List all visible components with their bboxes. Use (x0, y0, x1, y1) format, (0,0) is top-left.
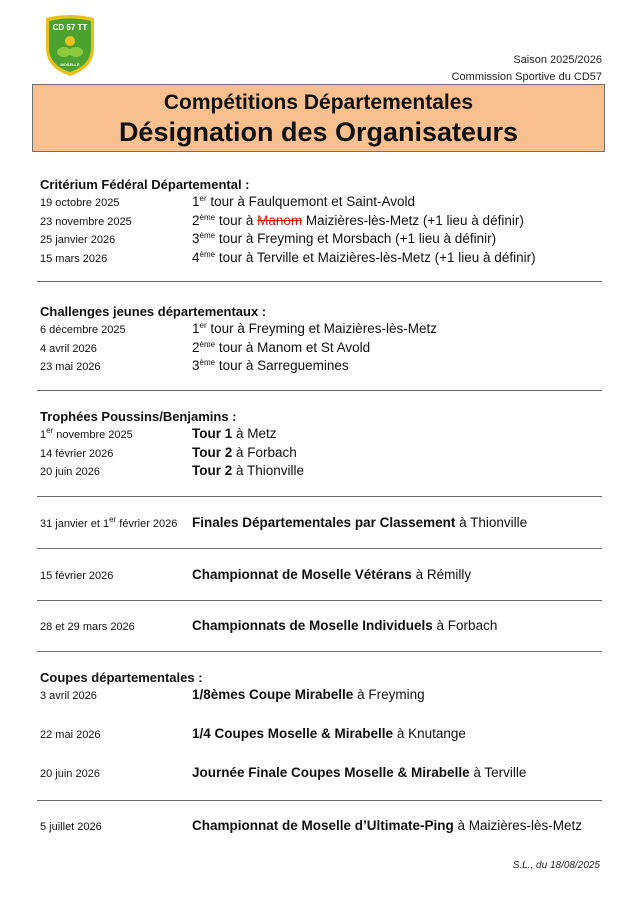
event-date: 4 avril 2026 (40, 342, 97, 355)
event-description: Tour 2 à Thionville (192, 463, 305, 478)
event-date: 31 janvier et 1er février 2026 (40, 515, 178, 530)
event-description: Championnats de Moselle Individuels à Forbach (192, 618, 498, 633)
event-description: Journée Finale Coupes Moselle & Mirabelle à Terville (192, 765, 527, 780)
event-ultimate (40, 818, 582, 833)
separator (37, 800, 602, 801)
title-box (32, 84, 605, 152)
event-date: 23 novembre 2025 (40, 215, 132, 228)
event-description: 4ème tour à Terville et Maizières-lès-Metz (+1 lieu à définir) (192, 249, 536, 265)
event-description: 2ème tour à Manom et St Avold (192, 339, 371, 355)
event-description: Championnat de Moselle d’Ultimate-Ping à Maizières-lès-Metz (192, 818, 583, 833)
event-date: 1er novembre 2025 (40, 426, 133, 441)
separator (37, 496, 602, 497)
event-date: 6 décembre 2025 (40, 324, 126, 336)
section-criterium (40, 176, 605, 268)
event-description: 3ème tour à Sarreguemines (192, 358, 349, 373)
event-date: 28 et 29 mars 2026 (40, 621, 135, 633)
event-description: 1/4 Coupes Moselle & Mirabelle à Knutange (192, 726, 466, 741)
section-trophees (40, 408, 605, 482)
season-label: Saison 2025/2026 (513, 54, 602, 66)
event-date: 20 juin 2026 (40, 768, 100, 780)
list-item (40, 445, 605, 464)
event-date: 23 mai 2026 (40, 361, 101, 373)
separator (37, 548, 602, 549)
event-description: 1/8èmes Coupe Mirabelle à Freyming (192, 687, 425, 702)
section-heading: Trophées Poussins/Benjamins : (40, 409, 237, 424)
event-date: 15 février 2026 (40, 570, 114, 582)
list-item (40, 426, 605, 445)
section-heading: Critérium Fédéral Départemental : (40, 177, 250, 192)
list-item (40, 194, 605, 213)
section-challenges (40, 303, 605, 377)
event-individuels (40, 618, 497, 633)
commission-label: Commission Sportive du CD57 (451, 71, 602, 83)
event-date: 3 avril 2026 (40, 690, 97, 702)
section-heading: Coupes départementales : (40, 670, 203, 685)
event-veterans (40, 567, 471, 582)
event-date: 5 juillet 2026 (40, 821, 102, 833)
section-coupes (40, 669, 605, 784)
footer-signature: S.L., du 18/08/2025 (512, 860, 600, 871)
event-date: 14 février 2026 (40, 447, 114, 460)
event-description: Tour 2 à Forbach (192, 444, 297, 460)
struck-venue: Manom (257, 212, 303, 228)
separator (37, 600, 602, 601)
event-description: 1er tour à Freyming et Maizières-lès-Metz (192, 321, 437, 336)
header-info (452, 52, 602, 86)
event-description: Finales Départementales par Classement à Thionville (192, 515, 528, 530)
separator (37, 390, 602, 391)
section-heading: Challenges jeunes départementaux : (40, 304, 267, 319)
event-date: 22 mai 2026 (40, 729, 101, 741)
list-item (40, 726, 605, 765)
event-description: 1er tour à Faulquemont et Saint-Avold (192, 194, 416, 209)
event-description: Championnat de Moselle Vétérans à Rémilly (192, 567, 472, 582)
event-description: 2ème tour à Manom Maizières-lès-Metz (+1 lieu à définir) (192, 212, 524, 228)
event-description: Tour 1 à Metz (192, 426, 277, 441)
event-date: 19 octobre 2025 (40, 197, 120, 209)
logo-text-bottom: MOSELLE (60, 62, 80, 67)
event-finales (40, 515, 527, 530)
separator (37, 651, 602, 652)
event-date: 25 janvier 2026 (40, 234, 116, 246)
separator (37, 281, 602, 282)
event-date: 20 juin 2026 (40, 466, 100, 478)
title-line-2: Désignation des Organisateurs (118, 117, 519, 147)
list-item (40, 231, 605, 250)
title-line-1: Compétitions Départementales (163, 91, 474, 114)
list-item (40, 321, 605, 340)
list-item (40, 340, 605, 359)
logo-text-top: CD 57 TT (52, 23, 88, 32)
cd57-logo (42, 14, 98, 78)
event-date: 15 mars 2026 (40, 252, 108, 265)
list-item (40, 687, 605, 726)
list-item (40, 463, 605, 482)
list-item (40, 213, 605, 232)
event-description: 3ème tour à Freyming et Morsbach (+1 lieu à définir) (192, 231, 497, 246)
list-item (40, 765, 605, 784)
list-item (40, 250, 605, 269)
list-item (40, 358, 605, 377)
